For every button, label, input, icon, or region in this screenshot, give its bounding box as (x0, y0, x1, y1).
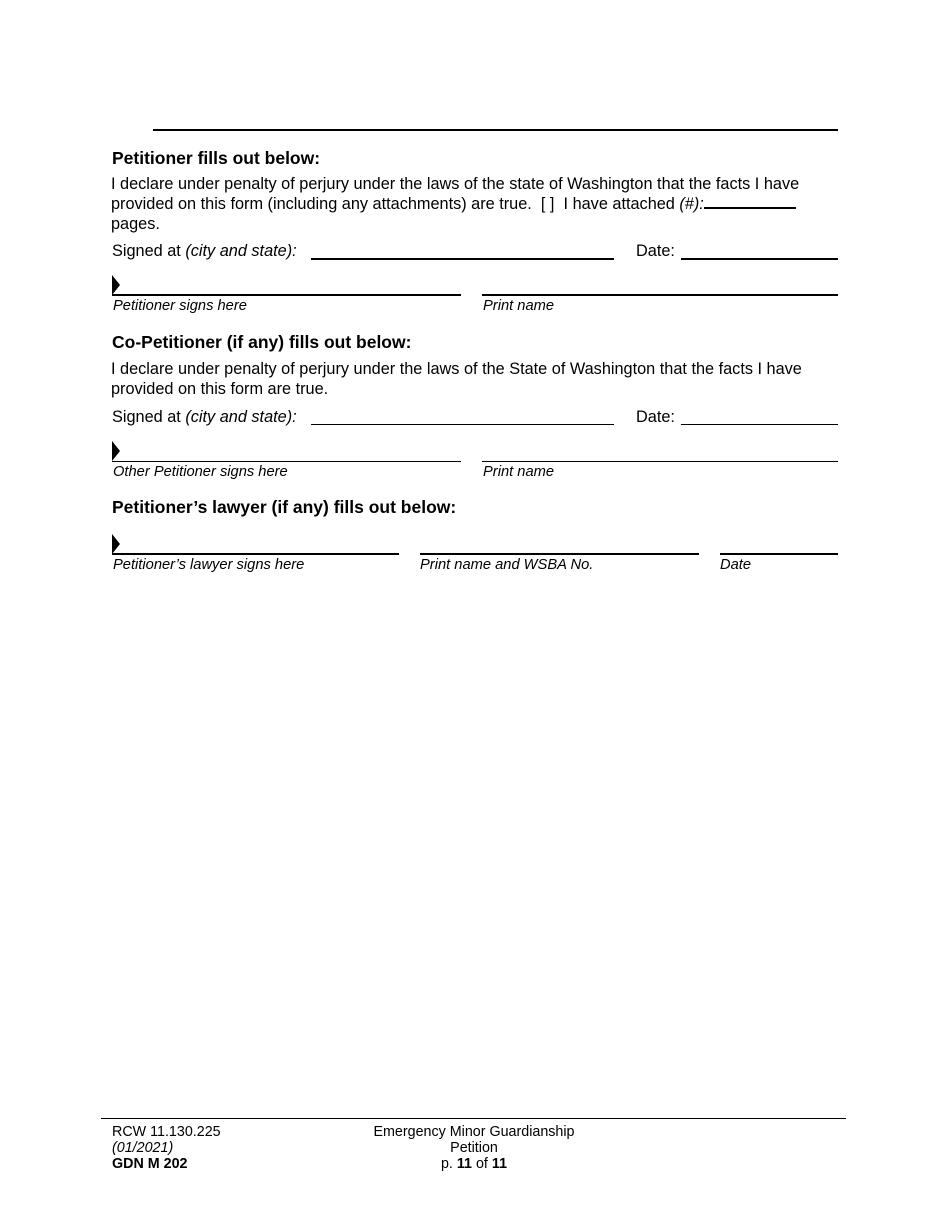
page-total: 11 (491, 1156, 508, 1172)
petitioner-city-field[interactable] (311, 258, 614, 260)
footer-title-line1: Emergency Minor Guardianship (373, 1124, 575, 1140)
lawyer-sign-arrow-icon (112, 534, 120, 554)
attached-pages-field[interactable] (704, 207, 796, 209)
petitioner-date-field[interactable] (681, 258, 838, 260)
footer-revision: (01/2021) (112, 1140, 174, 1156)
footer-form-code: GDN M 202 (112, 1156, 188, 1172)
page-prefix: p. (440, 1156, 453, 1172)
petitioner-sign-arrow-icon (112, 275, 120, 295)
co-petitioner-declaration: I declare under penalty of perjury under the laws of the State of Washington that the facts I have provided on this form are true. (111, 360, 802, 398)
lawyer-sign-caption: Petitioner’s lawyer signs here (113, 557, 305, 573)
co-petitioner-date-label: Date: (636, 408, 675, 426)
top-rule (153, 129, 838, 131)
pages-word: pages. (111, 215, 160, 233)
co-petitioner-sign-caption: Other Petitioner signs here (113, 464, 288, 480)
petitioner-sign-caption: Petitioner signs here (113, 298, 247, 314)
petitioner-print-name-field[interactable] (482, 294, 838, 296)
city-state-hint: (city and state): (185, 242, 297, 260)
co-petitioner-print-caption: Print name (483, 464, 555, 480)
petitioner-print-caption: Print name (483, 298, 555, 314)
co-petitioner-sign-arrow-icon (112, 441, 120, 461)
petitioner-heading: Petitioner fills out below: (112, 148, 321, 168)
petitioner-declaration (111, 174, 841, 234)
page-current: 11 (456, 1156, 472, 1172)
lawyer-print-caption: Print name and WSBA No. (420, 557, 594, 573)
petitioner-declaration-text: I declare under penalty of perjury under the laws of the state of Washington that the facts I have provided on this form (including any attachments) are true. (111, 175, 800, 213)
petitioner-signed-at (112, 242, 297, 261)
city-state-hint: (city and state): (185, 408, 297, 426)
attached-label: I have attached (563, 195, 675, 213)
lawyer-print-name-field[interactable] (420, 553, 699, 555)
co-petitioner-print-name-field[interactable] (482, 461, 838, 462)
footer-rule (101, 1118, 846, 1119)
lawyer-date-field[interactable] (720, 553, 838, 555)
signed-at-label: Signed at (112, 408, 181, 426)
footer-rcw: RCW 11.130.225 (112, 1124, 221, 1140)
lawyer-signature-field[interactable] (112, 553, 399, 555)
attachments-checkbox[interactable]: [ ] (540, 195, 555, 213)
co-petitioner-signed-at (112, 408, 297, 427)
co-petitioner-heading: Co-Petitioner (if any) fills out below: (112, 332, 412, 352)
footer-page-number (324, 1156, 624, 1172)
footer-title-line2: Petition (450, 1140, 498, 1156)
page-of: of (475, 1156, 488, 1172)
footer-left (112, 1124, 221, 1172)
footer-center (324, 1124, 624, 1172)
petitioner-signature-field[interactable] (112, 294, 461, 296)
co-petitioner-signature-field[interactable] (112, 461, 461, 462)
lawyer-date-caption: Date (720, 557, 752, 573)
co-petitioner-city-field[interactable] (311, 424, 614, 425)
co-petitioner-date-field[interactable] (681, 424, 838, 425)
signed-at-label: Signed at (112, 242, 181, 260)
attached-hint: (#): (679, 195, 704, 213)
lawyer-heading: Petitioner’s lawyer (if any) fills out below: (112, 497, 457, 517)
petitioner-date-label: Date: (636, 242, 675, 260)
